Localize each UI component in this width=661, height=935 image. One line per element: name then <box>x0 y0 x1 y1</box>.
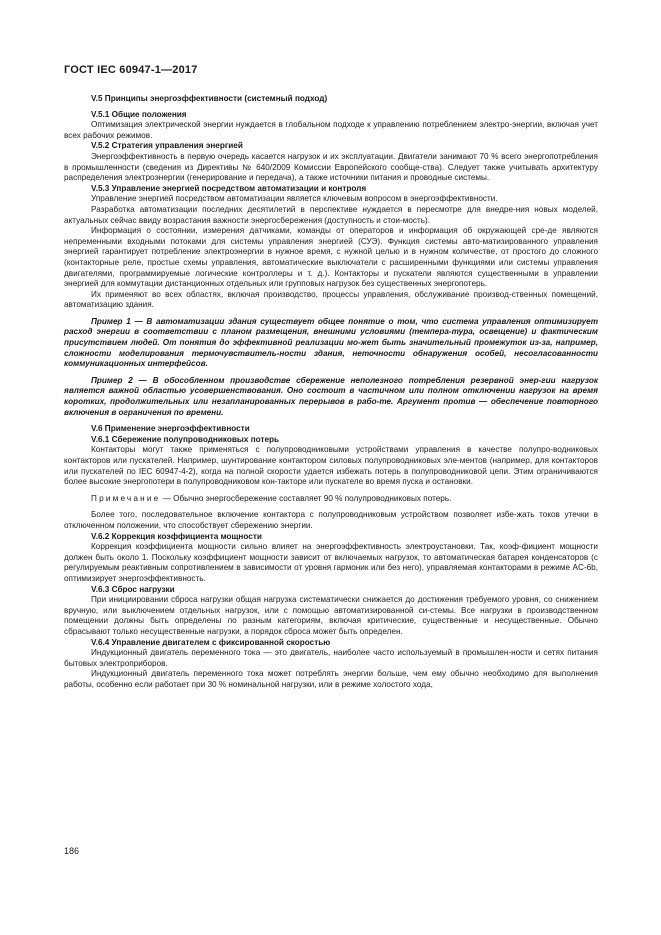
section-heading: V.6 Применение энергоэффективности <box>91 424 250 434</box>
page-number: 186 <box>64 846 80 856</box>
paragraph: Энергоэффективность в первую очередь касается нагрузок и их эксплуатации. Двигатели занимают 70 % всего энергопотребления в промышленности (сведения из Директивы № 640/2009 Комиссии Европейского сообще-ства). Следует также учитывать архитектуру распределения электроэнергии (генерирование и передача), а также источники питания и проводные системы. <box>64 151 598 183</box>
subsection-heading: V.5.3 Управление энергией посредством автоматизации и контроля <box>91 183 367 193</box>
paragraph: Управление энергией посредством автоматизации является ключевым вопросом в энергоэффективности. <box>91 194 498 204</box>
subsection-heading: V.6.3 Сброс нагрузки <box>91 584 175 594</box>
paragraph: Разработка автоматизации последних десятилетий в перспективе нуждается в пересмотре для внедре-ния новых моделей, актуальных сейчас ввиду возрастания важности энергосбережения (доступность и стои-мость). <box>64 204 598 225</box>
note-text: — Обычно энергосбережение составляет 90 % полупроводниковых потерь. <box>160 493 452 503</box>
paragraph: При инициировании сброса нагрузки общая нагрузка систематически снижается до достижения требуемого уровня, со снижением вручную, или выключением отдельных нагрузок, или с помощью автоматизированной си-стемы. Все нагрузки в производственном помещении должны быть определены по разным категориям, включая критические, существенные и несущественные. Обычно сбрасывают только несущественные нагрузки, а порядок сброса может быть определен. <box>64 595 598 636</box>
paragraph: Более того, последовательное включение контактора с полупроводниковым устройством позволяет избе-жать токов утечки в отключенном положении, что способствует сбережению энергии. <box>64 510 598 530</box>
subsection-heading: V.5.2 Стратегия управления энергией <box>91 141 243 151</box>
paragraph: Информация о состоянии, измерения датчиками, команды от операторов и информация об окружающей сре-де являются непременными входными потоками для системы управления энергией (СУЭ). Функция системы авто-матизированного управления энергией гарантирует потребление электроэнергии в нужное время, с нужной целью и в нужном количестве, от простого до сложного (контакторные реле, простые схемы управления, автоматические выключатели с расширенными функциями или системы управления двигателями, программируемые логические контроллеры и т. д.). Контакторы и пускатели являются существенными в управлении энергией для коммутации дистанционных отдельных или групповых нагрузок без существенных энергопотерь. <box>64 226 598 289</box>
example-paragraph: Пример 2 — В обособленном производстве сбережение неполезного потребления резервной энер-гии нагрузок является важной областью усовершенствования. Оно состоит в частичном или полном отключении нагрузок на время коротких, продолжительных или незапланированных перерывов в рабо-те. Аргумент против — обеспечение повторного включения в ограничения по времени. <box>64 375 598 417</box>
example-paragraph: Пример 1 — В автоматизации здания существует общее понятие о том, что система управления оптимизирует расход энергии в соответствии с планом размещения, внешними условиями (темпера-тура, освещение) и фактическим присутствием людей. От понятия до эффективной реализации мо-жет быть значительный промежуток из-за, например, сложности моделирования термочувствитель-ности здания, неточности обнаружения особей, несогласованности коммуникационных интерфейсов. <box>64 316 598 369</box>
paragraph: Их применяют во всех областях, включая производство, процессы управления, обслуживание производ-ственных помещений, автоматизацию здания. <box>64 289 598 310</box>
subsection-heading: V.6.1 Сбережение полупроводниковых потерь <box>91 434 280 444</box>
subsection-heading: V.6.2 Коррекция коэффициента мощности <box>91 531 262 541</box>
subsection-heading: V.6.4 Управление двигателем с фиксированной скоростью <box>91 637 331 647</box>
paragraph: Индукционный двигатель переменного тока может потреблять энергии больше, чем ему обычно необходимо для выполнения работы, особенно если работает при 30 % номинальной нагрузки, или в режиме холостого хода, <box>64 669 598 689</box>
document-body <box>64 94 598 690</box>
note-paragraph <box>64 494 598 505</box>
subsection-heading: V.5.1 Общие положения <box>91 109 187 119</box>
paragraph: Оптимизация электрической энергии нуждается в глобальном подходе к управлению потреблением электро-энергии, включая учет всех рабочих режимов. <box>64 120 598 140</box>
note-label: Примечание <box>91 493 161 503</box>
paragraph: Индукционный двигатель переменного тока — это двигатель, наиболее часто используемый в промышлен-ности и сетях питания бытовых электроприборов. <box>64 648 598 668</box>
paragraph: Контакторы могут также применяться с полупроводниковыми устройствами управления в качестве полупро-водниковых контакторов или пускателей. Например, шунтирование контактором силовых полупроводниковых эле-ментов (например, для контакторов или пускателей по IEC 60947-4-2), когда на полной скорости удается избежать потерь в полупроводниковой цепи. Этим ограничиваются более высокие энергопотери в полупроводниковом кон-такторе или пускателе во время пуска и остановки. <box>64 445 598 487</box>
document-header: ГОСТ IEC 60947-1—2017 <box>64 64 198 76</box>
section-heading: V.5 Принципы энергоэффективности (системный подход) <box>91 94 328 103</box>
paragraph: Коррекция коэффициента мощности сильно влияет на энергоэффективность электроустановки. Так, коэф-фициент мощности должен быть около 1. Поскольку коэффициент мощности зависит от включаемых нагрузок, то автоматическая батарея конденсаторов (с регулируемым реактивным сопротивлением в зависимости от уровня гармоник или без него), управляемая контакторами в режиме AC-6b, оптимизирует энергоэффективность. <box>64 542 598 583</box>
